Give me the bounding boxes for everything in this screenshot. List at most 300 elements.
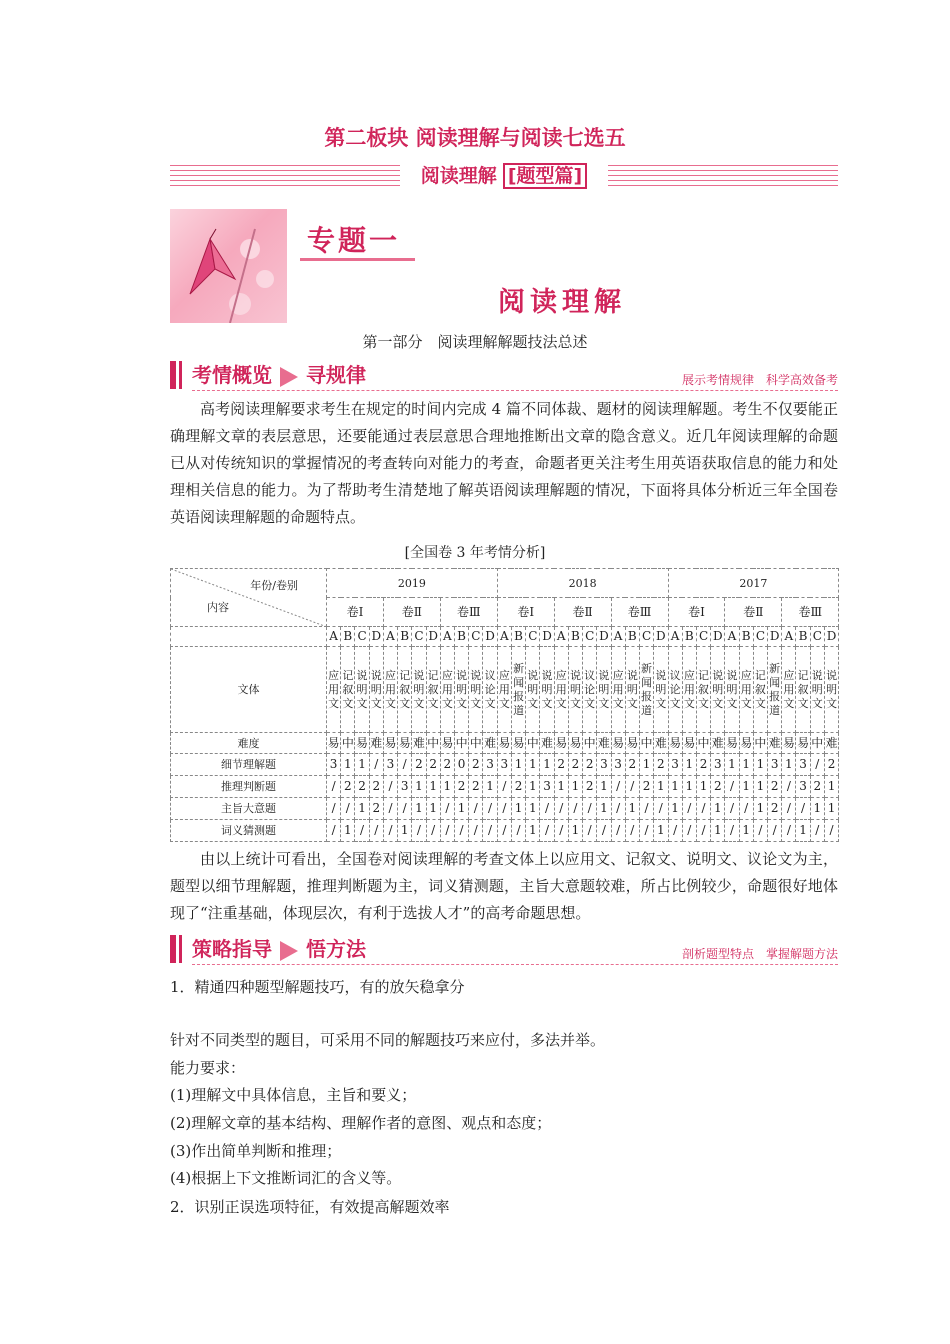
table-cell: /: [696, 820, 710, 842]
table-cell: 易: [739, 733, 753, 754]
passage-letter: D: [426, 627, 440, 647]
table-cell: 2: [654, 754, 668, 776]
table-cell: 1: [426, 776, 440, 798]
table-cell: 1: [654, 820, 668, 842]
table-cell: 2: [426, 754, 440, 776]
table-cell: 中: [639, 733, 653, 754]
passage-letter: A: [327, 627, 341, 647]
genre-text: 说明文: [356, 668, 368, 710]
table-cell: 1: [810, 798, 824, 820]
table-cell: 难: [768, 733, 782, 754]
table-cell: /: [483, 820, 497, 842]
table-cell: 0: [454, 754, 468, 776]
table-cell: 难: [654, 733, 668, 754]
topic-underline: [300, 258, 415, 261]
table-cell: /: [497, 820, 511, 842]
table-cell: 1: [554, 776, 568, 798]
table-cell: 1: [597, 776, 611, 798]
genre-cell: [597, 647, 611, 733]
table-cell: /: [625, 820, 639, 842]
corner-bottom-label: 内容: [207, 601, 229, 614]
table-cell: 1: [682, 776, 696, 798]
passage-letter: A: [497, 627, 511, 647]
genre-cell: [668, 647, 682, 733]
table-cell: 3: [383, 754, 397, 776]
table-cell: 2: [639, 776, 653, 798]
passage-letter: D: [540, 627, 554, 647]
table-cell: 3: [768, 754, 782, 776]
intro-paragraph: 高考阅读理解要求考生在规定的时间内完成 4 篇不同体裁、题材的阅读理解题。考生不仅要能正确理解文章的表层意思，还要能通过表层意思合理地推断出文章的隐含意义。近几年阅读理解的命题已从对传统知识的掌握情况的考查转向对能力的考查，命题者更关注考生用英语获取信息的能力和处理相关信息的能力。为了帮助考生清楚地了解英语阅读理解题的情况，下面将具体分析近三年全国卷英语阅读理解题的命题特点。: [170, 400, 838, 526]
table-cell: 1: [682, 754, 696, 776]
section-heading-a: 策略指导: [192, 937, 272, 961]
table-cell: /: [540, 820, 554, 842]
genre-text: 记叙文: [797, 668, 809, 710]
section-bar: [179, 361, 182, 389]
row-label: 文体: [171, 647, 327, 733]
genre-cell: [383, 647, 397, 733]
genre-cell: [511, 647, 525, 733]
list-item: (4)根据上下文推断词汇的含义等。: [170, 1169, 402, 1187]
table-cell: 中: [583, 733, 597, 754]
table-cell: 1: [725, 754, 739, 776]
section-note: 剖析题型特点 掌握解题方法: [681, 947, 838, 961]
table-cell: 2: [824, 754, 838, 776]
table-cell: 1: [483, 776, 497, 798]
genre-text: 记叙文: [698, 668, 710, 710]
table-cell: /: [725, 820, 739, 842]
table-cell: 1: [796, 820, 810, 842]
table-cell: 易: [440, 733, 454, 754]
table-cell: 1: [668, 798, 682, 820]
table-cell: 1: [526, 776, 540, 798]
badge-bracket: [题型篇]: [503, 163, 587, 189]
genre-text: 记叙文: [754, 668, 766, 710]
genre-text: 说明文: [826, 668, 838, 710]
table-cell: 1: [526, 820, 540, 842]
table-cell: /: [412, 820, 426, 842]
genre-text: 应用文: [683, 668, 695, 710]
table-cell: /: [753, 820, 767, 842]
table-cell: 1: [526, 798, 540, 820]
table-cell: 1: [511, 798, 525, 820]
genre-cell: [454, 647, 468, 733]
passage-letter: D: [483, 627, 497, 647]
exam-analysis-table: [170, 568, 839, 842]
passage-letter: C: [526, 627, 540, 647]
passage-letter: B: [625, 627, 639, 647]
table-cell: /: [341, 798, 355, 820]
genre-text: 应用文: [740, 668, 752, 710]
table-cell: 1: [412, 798, 426, 820]
table-cell: 1: [341, 820, 355, 842]
genre-cell: [639, 647, 653, 733]
table-cell: /: [383, 776, 397, 798]
passage-letter: C: [639, 627, 653, 647]
table-cell: /: [426, 820, 440, 842]
genre-text: 说明文: [598, 668, 610, 710]
table-cell: 难: [483, 733, 497, 754]
table-cell: /: [824, 820, 838, 842]
table-cell: 1: [824, 776, 838, 798]
table-cell: 中: [696, 733, 710, 754]
table-cell: /: [611, 798, 625, 820]
passage-letter: A: [611, 627, 625, 647]
table-cell: 难: [369, 733, 383, 754]
table-cell: 难: [540, 733, 554, 754]
passage-letter: B: [796, 627, 810, 647]
table-cell: 3: [540, 776, 554, 798]
table-caption: [全国卷 3 年考情分析]: [404, 545, 546, 561]
table-cell: 2: [511, 776, 525, 798]
table-cell: 易: [383, 733, 397, 754]
table-cell: 难: [412, 733, 426, 754]
genre-cell: [426, 647, 440, 733]
passage-letter: A: [782, 627, 796, 647]
table-cell: 1: [696, 776, 710, 798]
table-cell: /: [768, 820, 782, 842]
passage-letter: B: [398, 627, 412, 647]
table-cell: 中: [454, 733, 468, 754]
row-label: 难度: [171, 733, 327, 754]
genre-text: 应用文: [783, 668, 795, 710]
genre-cell: [540, 647, 554, 733]
table-cell: /: [554, 798, 568, 820]
paper-header: 卷Ⅱ: [725, 598, 782, 627]
passage-letter: A: [554, 627, 568, 647]
year-header: 2017: [668, 569, 839, 598]
passage-letter: B: [341, 627, 355, 647]
genre-cell: [369, 647, 383, 733]
table-cell: /: [725, 776, 739, 798]
table-cell: 3: [398, 776, 412, 798]
table-cell: 易: [398, 733, 412, 754]
table-cell: 易: [497, 733, 511, 754]
table-cell: /: [540, 798, 554, 820]
table-cell: 2: [554, 754, 568, 776]
table-cell: 1: [355, 798, 369, 820]
paper-header: 卷Ⅰ: [327, 598, 384, 627]
table-cell: /: [440, 820, 454, 842]
table-cell: 2: [583, 776, 597, 798]
table-cell: /: [725, 798, 739, 820]
table-cell: 2: [696, 754, 710, 776]
table-cell: /: [682, 798, 696, 820]
table-cell: 2: [810, 776, 824, 798]
table-cell: 3: [497, 754, 511, 776]
row-label: 主旨大意题: [171, 798, 327, 820]
table-cell: 2: [469, 776, 483, 798]
genre-cell: [682, 647, 696, 733]
table-cell: /: [554, 820, 568, 842]
section-header-overview: [170, 361, 838, 389]
passage-letter: C: [355, 627, 369, 647]
passage-letter: D: [824, 627, 838, 647]
table-cell: 易: [327, 733, 341, 754]
passage-letter: C: [753, 627, 767, 647]
arrow-right-icon: [280, 941, 298, 961]
genre-cell: [568, 647, 582, 733]
table-cell: 易: [554, 733, 568, 754]
banner-badge: [400, 163, 608, 189]
passage-letter: B: [511, 627, 525, 647]
year-header: 2019: [327, 569, 498, 598]
genre-cell: [526, 647, 540, 733]
table-cell: 1: [824, 798, 838, 820]
genre-cell: [355, 647, 369, 733]
genre-cell: [398, 647, 412, 733]
genre-cell: [412, 647, 426, 733]
passage-letter: A: [383, 627, 397, 647]
table-cell: 1: [341, 754, 355, 776]
table-cell: /: [497, 798, 511, 820]
genre-cell: [583, 647, 597, 733]
table-cell: /: [782, 820, 796, 842]
table-cell: 难: [597, 733, 611, 754]
genre-cell: [739, 647, 753, 733]
genre-text: 说明文: [527, 668, 539, 710]
genre-text: 议论文: [484, 668, 496, 710]
genre-cell: [753, 647, 767, 733]
part-title: 第一部分 阅读理解解题技法总述: [362, 333, 588, 351]
summary-paragraph: 由以上统计可看出，全国卷对阅读理解的考查文体上以应用文、记叙文、说明文、议论文为主，题型以细节理解题，推理判断题为主，词义猜测题，主旨大意题较难，所占比例较少，命题很好地体现了“注重基础，体现层次，有利于选拔人才”的高考命题思想。: [170, 850, 838, 922]
table-cell: 2: [355, 776, 369, 798]
table-cell: /: [668, 820, 682, 842]
paper-header: 卷Ⅲ: [440, 598, 497, 627]
table-cell: 1: [355, 754, 369, 776]
genre-cell: [796, 647, 810, 733]
passage-letter: C: [469, 627, 483, 647]
paper-header: 卷Ⅱ: [554, 598, 611, 627]
table-cell: 1: [440, 776, 454, 798]
table-cell: 3: [668, 754, 682, 776]
passage-letter: B: [568, 627, 582, 647]
table-cell: 1: [739, 754, 753, 776]
table-cell: 1: [753, 776, 767, 798]
table-cell: 1: [511, 754, 525, 776]
section-heading: [192, 935, 366, 963]
genre-cell: [327, 647, 341, 733]
genre-text: 说明文: [811, 668, 823, 710]
arrow-right-icon: [280, 367, 298, 387]
table-cell: /: [383, 798, 397, 820]
table-cell: /: [327, 798, 341, 820]
section-bar: [170, 361, 176, 389]
row-label: 词义猜测题: [171, 820, 327, 842]
table-cell: 1: [739, 820, 753, 842]
section-header-strategy: [170, 935, 838, 963]
paper-header: 卷Ⅲ: [611, 598, 668, 627]
table-cell: /: [639, 820, 653, 842]
table-cell: /: [469, 820, 483, 842]
table-cell: 2: [768, 776, 782, 798]
section-bar: [170, 935, 176, 963]
table-cell: 易: [511, 733, 525, 754]
passage-letter: D: [654, 627, 668, 647]
passage-letter: B: [454, 627, 468, 647]
paper-header: 卷Ⅲ: [782, 598, 839, 627]
table-cell: 易: [725, 733, 739, 754]
table-cell: 易: [611, 733, 625, 754]
table-cell: 2: [768, 798, 782, 820]
diagonal-divider: [171, 569, 327, 627]
genre-cell: [483, 647, 497, 733]
table-cell: 1: [639, 754, 653, 776]
passage-letter: C: [696, 627, 710, 647]
passage-letter: C: [412, 627, 426, 647]
table-cell: /: [782, 798, 796, 820]
table-cell: 2: [454, 776, 468, 798]
table-cell: 1: [625, 798, 639, 820]
genre-text: 记叙文: [427, 668, 439, 710]
year-header: 2018: [497, 569, 668, 598]
genre-text: 新闻报道: [641, 661, 653, 717]
passage-letter: D: [768, 627, 782, 647]
table-cell: /: [369, 820, 383, 842]
genre-cell: [654, 647, 668, 733]
genre-cell: [768, 647, 782, 733]
table-cell: /: [469, 798, 483, 820]
table-cell: 3: [483, 754, 497, 776]
corner-top-label: 年份/卷别: [250, 579, 298, 592]
section-divider: [192, 963, 838, 965]
genre-cell: [625, 647, 639, 733]
body-line: 能力要求：: [170, 1059, 246, 1077]
genre-text: 说明文: [541, 668, 553, 710]
passage-letter: D: [597, 627, 611, 647]
genre-text: 说明文: [370, 668, 382, 710]
genre-cell: [341, 647, 355, 733]
section-divider: [192, 389, 838, 391]
genre-text: 议论文: [669, 668, 681, 710]
title-banner: [170, 163, 838, 189]
table-cell: /: [639, 798, 653, 820]
butterfly-image: [170, 209, 287, 323]
passage-letter: B: [739, 627, 753, 647]
table-cell: 中: [526, 733, 540, 754]
table-cell: /: [327, 776, 341, 798]
paper-header: 卷Ⅰ: [497, 598, 554, 627]
table-cell: /: [611, 820, 625, 842]
table-cell: /: [369, 754, 383, 776]
table-cell: /: [568, 798, 582, 820]
row-label: 推理判断题: [171, 776, 327, 798]
table-cell: 3: [711, 754, 725, 776]
passage-letter: A: [668, 627, 682, 647]
table-cell: 3: [327, 754, 341, 776]
genre-text: 应用文: [441, 668, 453, 710]
passage-letter: D: [711, 627, 725, 647]
list-item: (3)作出简单判断和推理；: [170, 1142, 342, 1160]
paper-header: 卷Ⅱ: [383, 598, 440, 627]
body-line: 针对不同类型的题目，可采用不同的解题技巧来应付，多法并举。: [170, 1031, 606, 1049]
genre-cell: [469, 647, 483, 733]
table-cell: 1: [426, 798, 440, 820]
table-cell: 1: [668, 776, 682, 798]
table-cell: /: [497, 776, 511, 798]
table-cell: /: [654, 798, 668, 820]
table-cell: /: [398, 798, 412, 820]
genre-cell: [440, 647, 454, 733]
genre-text: 应用文: [555, 668, 567, 710]
table-cell: 1: [654, 776, 668, 798]
genre-text: 说明文: [413, 668, 425, 710]
genre-text: 说明文: [726, 668, 738, 710]
genre-text: 说明文: [470, 668, 482, 710]
table-cell: 1: [526, 754, 540, 776]
passage-letter: C: [810, 627, 824, 647]
table-cell: /: [739, 798, 753, 820]
genre-cell: [782, 647, 796, 733]
table-cell: /: [483, 798, 497, 820]
passage-letter: B: [682, 627, 696, 647]
passage-letter: A: [440, 627, 454, 647]
genre-cell: [696, 647, 710, 733]
table-cell: 易: [355, 733, 369, 754]
strategy-heading-2: 2．识别正误选项特征，有效提高解题效率: [170, 1198, 450, 1216]
section-heading-a: 考情概览: [192, 363, 272, 387]
genre-text: 议论文: [584, 668, 596, 710]
row-label: 细节理解题: [171, 754, 327, 776]
row-label-empty: [171, 627, 327, 647]
table-cell: 1: [398, 820, 412, 842]
section-heading: [192, 361, 366, 389]
list-item: (2)理解文章的基本结构、理解作者的意图、观点和态度；: [170, 1114, 552, 1132]
table-cell: 1: [753, 798, 767, 820]
table-cell: 3: [796, 776, 810, 798]
topic-subtitle: 阅读理解: [498, 287, 626, 318]
table-cell: 1: [454, 798, 468, 820]
genre-text: 应用文: [384, 668, 396, 710]
genre-cell: [824, 647, 838, 733]
passage-letter: C: [583, 627, 597, 647]
table-cell: /: [625, 776, 639, 798]
genre-text: 说明文: [569, 668, 581, 710]
table-cell: 中: [469, 733, 483, 754]
table-cell: 中: [426, 733, 440, 754]
table-cell: 2: [583, 754, 597, 776]
table-cell: 2: [412, 754, 426, 776]
passage-letter: D: [369, 627, 383, 647]
table-cell: 2: [568, 754, 582, 776]
table-cell: /: [597, 820, 611, 842]
table-cell: 2: [469, 754, 483, 776]
table-cell: 难: [824, 733, 838, 754]
table-cell: /: [611, 776, 625, 798]
table-cell: 1: [782, 754, 796, 776]
genre-cell: [725, 647, 739, 733]
genre-text: 说明文: [655, 668, 667, 710]
genre-text: 记叙文: [399, 668, 411, 710]
table-cell: 易: [782, 733, 796, 754]
table-cell: /: [327, 820, 341, 842]
table-cell: 易: [668, 733, 682, 754]
table-cell: /: [583, 820, 597, 842]
topic-label: 专题一: [307, 224, 401, 257]
table-cell: 1: [597, 798, 611, 820]
section-note: 展示考情规律 科学高效备考: [681, 373, 838, 387]
table-cell: 1: [412, 776, 426, 798]
table-cell: 2: [625, 754, 639, 776]
table-cell: 2: [369, 776, 383, 798]
section-bar: [179, 935, 182, 963]
section-heading-b: 悟方法: [306, 937, 366, 961]
table-cell: /: [583, 798, 597, 820]
table-cell: 1: [711, 798, 725, 820]
table-cell: /: [782, 776, 796, 798]
table-cell: /: [511, 820, 525, 842]
table-cell: 1: [711, 820, 725, 842]
genre-text: 说明文: [456, 668, 468, 710]
